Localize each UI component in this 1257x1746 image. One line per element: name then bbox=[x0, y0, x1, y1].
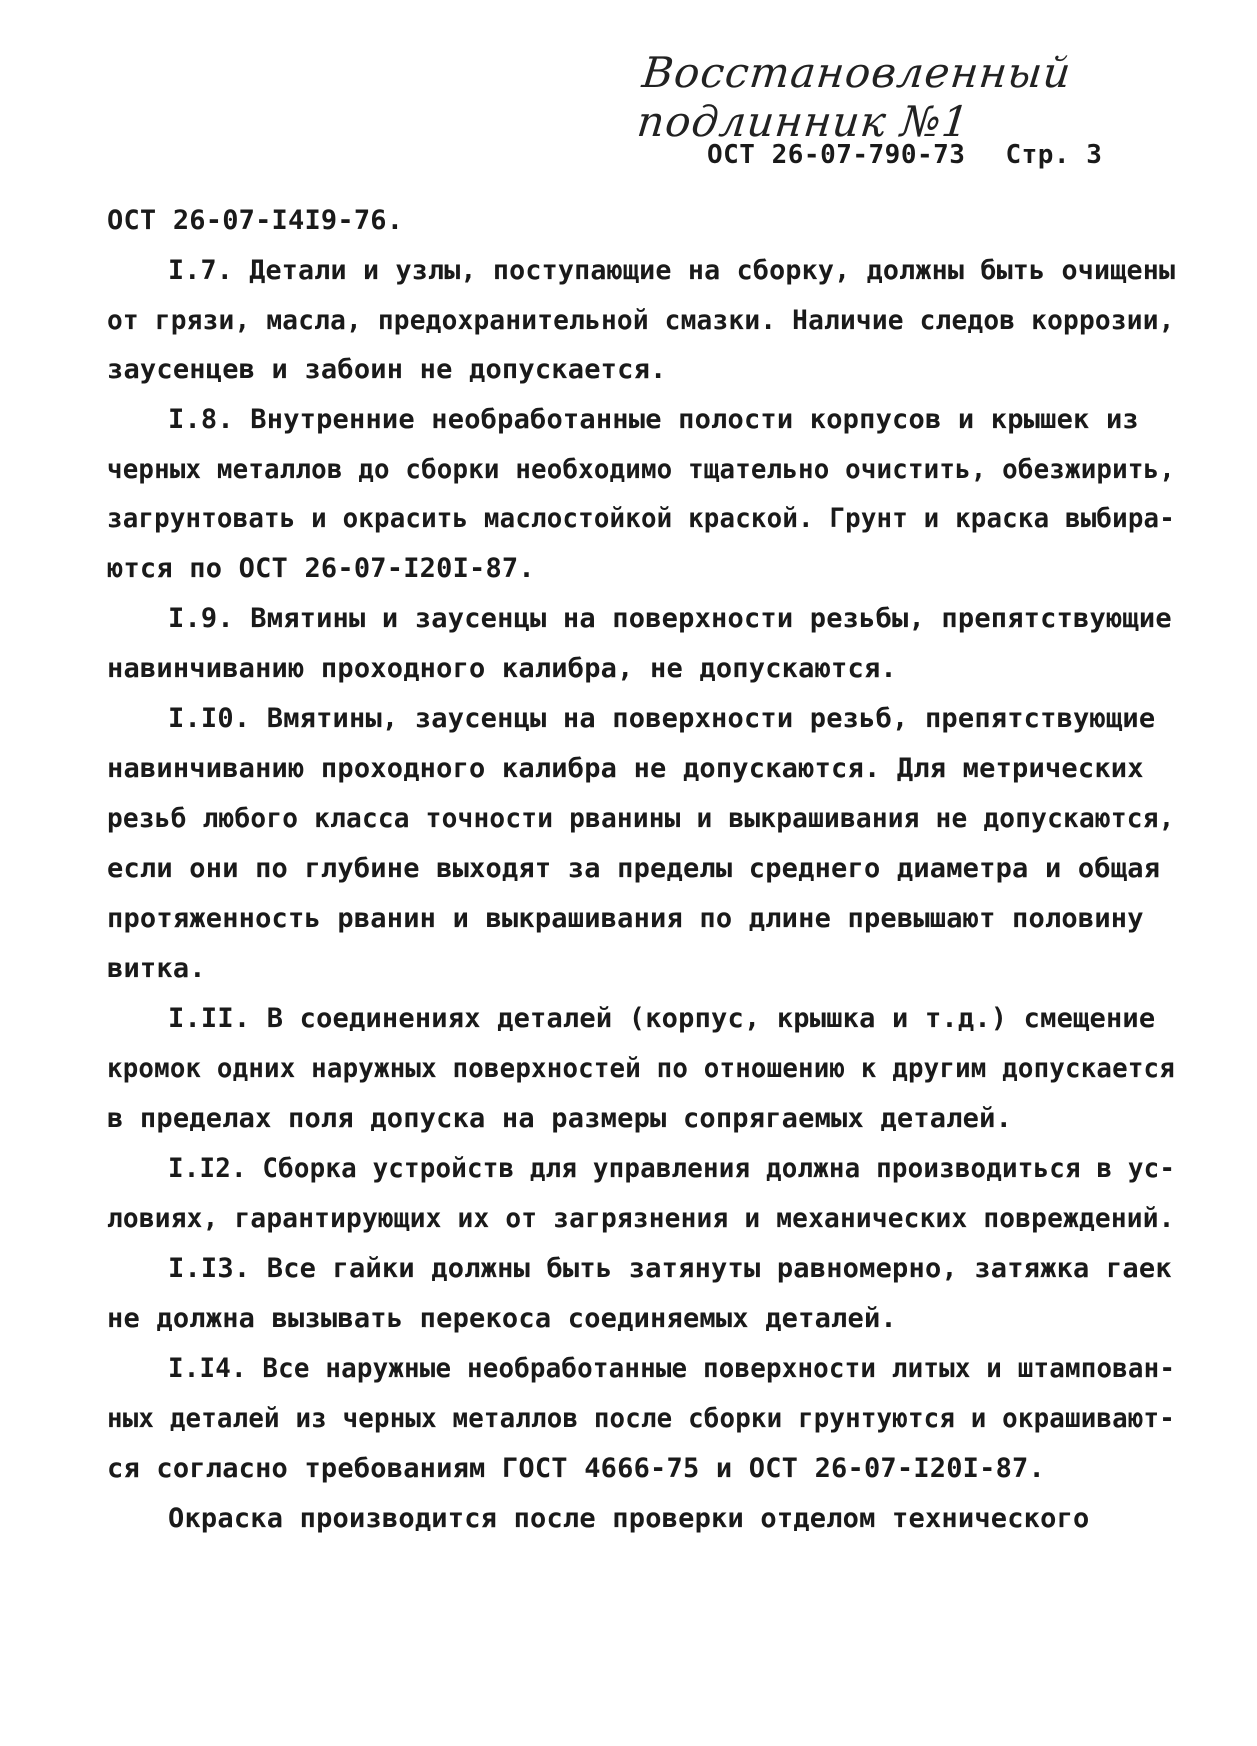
text-line: ются по ОСТ 26-07-I20I-87. bbox=[107, 553, 535, 584]
text-line: навинчиванию проходного калибра, не допускаются. bbox=[107, 653, 897, 684]
text-line: загрунтовать и окрасить маслостойкой краской. Грунт и краска выбира- bbox=[107, 503, 1175, 534]
text-line: от грязи, масла, предохранительной смазки. Наличие следов коррозии, bbox=[107, 305, 1175, 336]
text-line: витка. bbox=[107, 953, 206, 984]
text-line: не должна вызывать перекоса соединяемых деталей. bbox=[107, 1303, 897, 1334]
text-line: если они по глубине выходят за пределы среднего диаметра и общая bbox=[107, 853, 1161, 884]
text-line: навинчиванию проходного калибра не допускаются. Для метрических bbox=[107, 753, 1144, 784]
text-line: ловиях, гарантирующих их от загрязнения и механических повреждений. bbox=[107, 1203, 1175, 1234]
text-line: I.I4. Все наружные необработанные поверхности литых и штампован- bbox=[168, 1353, 1176, 1384]
text-line: I.7. Детали и узлы, поступающие на сборку, должны быть очищены bbox=[168, 255, 1176, 286]
standard-code: ОСТ 26-07-790-73 bbox=[707, 140, 966, 170]
text-line: ся согласно требованиям ГОСТ 4666-75 и ОСТ 26-07-I20I-87. bbox=[107, 1453, 1045, 1484]
text-line: заусенцев и забоин не допускается. bbox=[107, 354, 667, 385]
text-line: ОСТ 26-07-I4I9-76. bbox=[107, 205, 404, 236]
text-line: черных металлов до сборки необходимо тщательно очистить, обезжирить, bbox=[107, 454, 1175, 485]
text-line: I.II. В соединениях деталей (корпус, крышка и т.д.) смещение bbox=[168, 1003, 1156, 1034]
text-line: в пределах поля допуска на размеры сопрягаемых деталей. bbox=[107, 1103, 1013, 1134]
text-line: ных деталей из черных металлов после сборки грунтуются и окрашивают- bbox=[107, 1403, 1175, 1434]
text-line: I.9. Вмятины и заусенцы на поверхности резьбы, препятствующие bbox=[168, 603, 1172, 634]
text-line: Окраска производится после проверки отделом технического bbox=[168, 1503, 1090, 1534]
text-line: резьб любого класса точности рванины и выкрашивания не допускаются, bbox=[107, 803, 1175, 834]
restored-original-stamp: Восстановленный подлинник №1 bbox=[634, 48, 1074, 146]
document-header bbox=[707, 140, 1102, 170]
text-line: I.I3. Все гайки должны быть затянуты равномерно, затяжка гаек bbox=[168, 1253, 1172, 1284]
text-line: I.I0. Вмятины, заусенцы на поверхности резьб, препятствующие bbox=[168, 703, 1156, 734]
text-line: кромок одних наружных поверхностей по отношению к другим допускается bbox=[107, 1053, 1175, 1084]
text-line: протяженность рванин и выкрашивания по длине превышают половину bbox=[107, 903, 1144, 934]
text-line: I.8. Внутренние необработанные полости корпусов и крышек из bbox=[168, 404, 1139, 435]
page-number: Стр. 3 bbox=[1005, 140, 1103, 170]
text-line: I.I2. Сборка устройств для управления должна производиться в ус- bbox=[168, 1153, 1176, 1184]
